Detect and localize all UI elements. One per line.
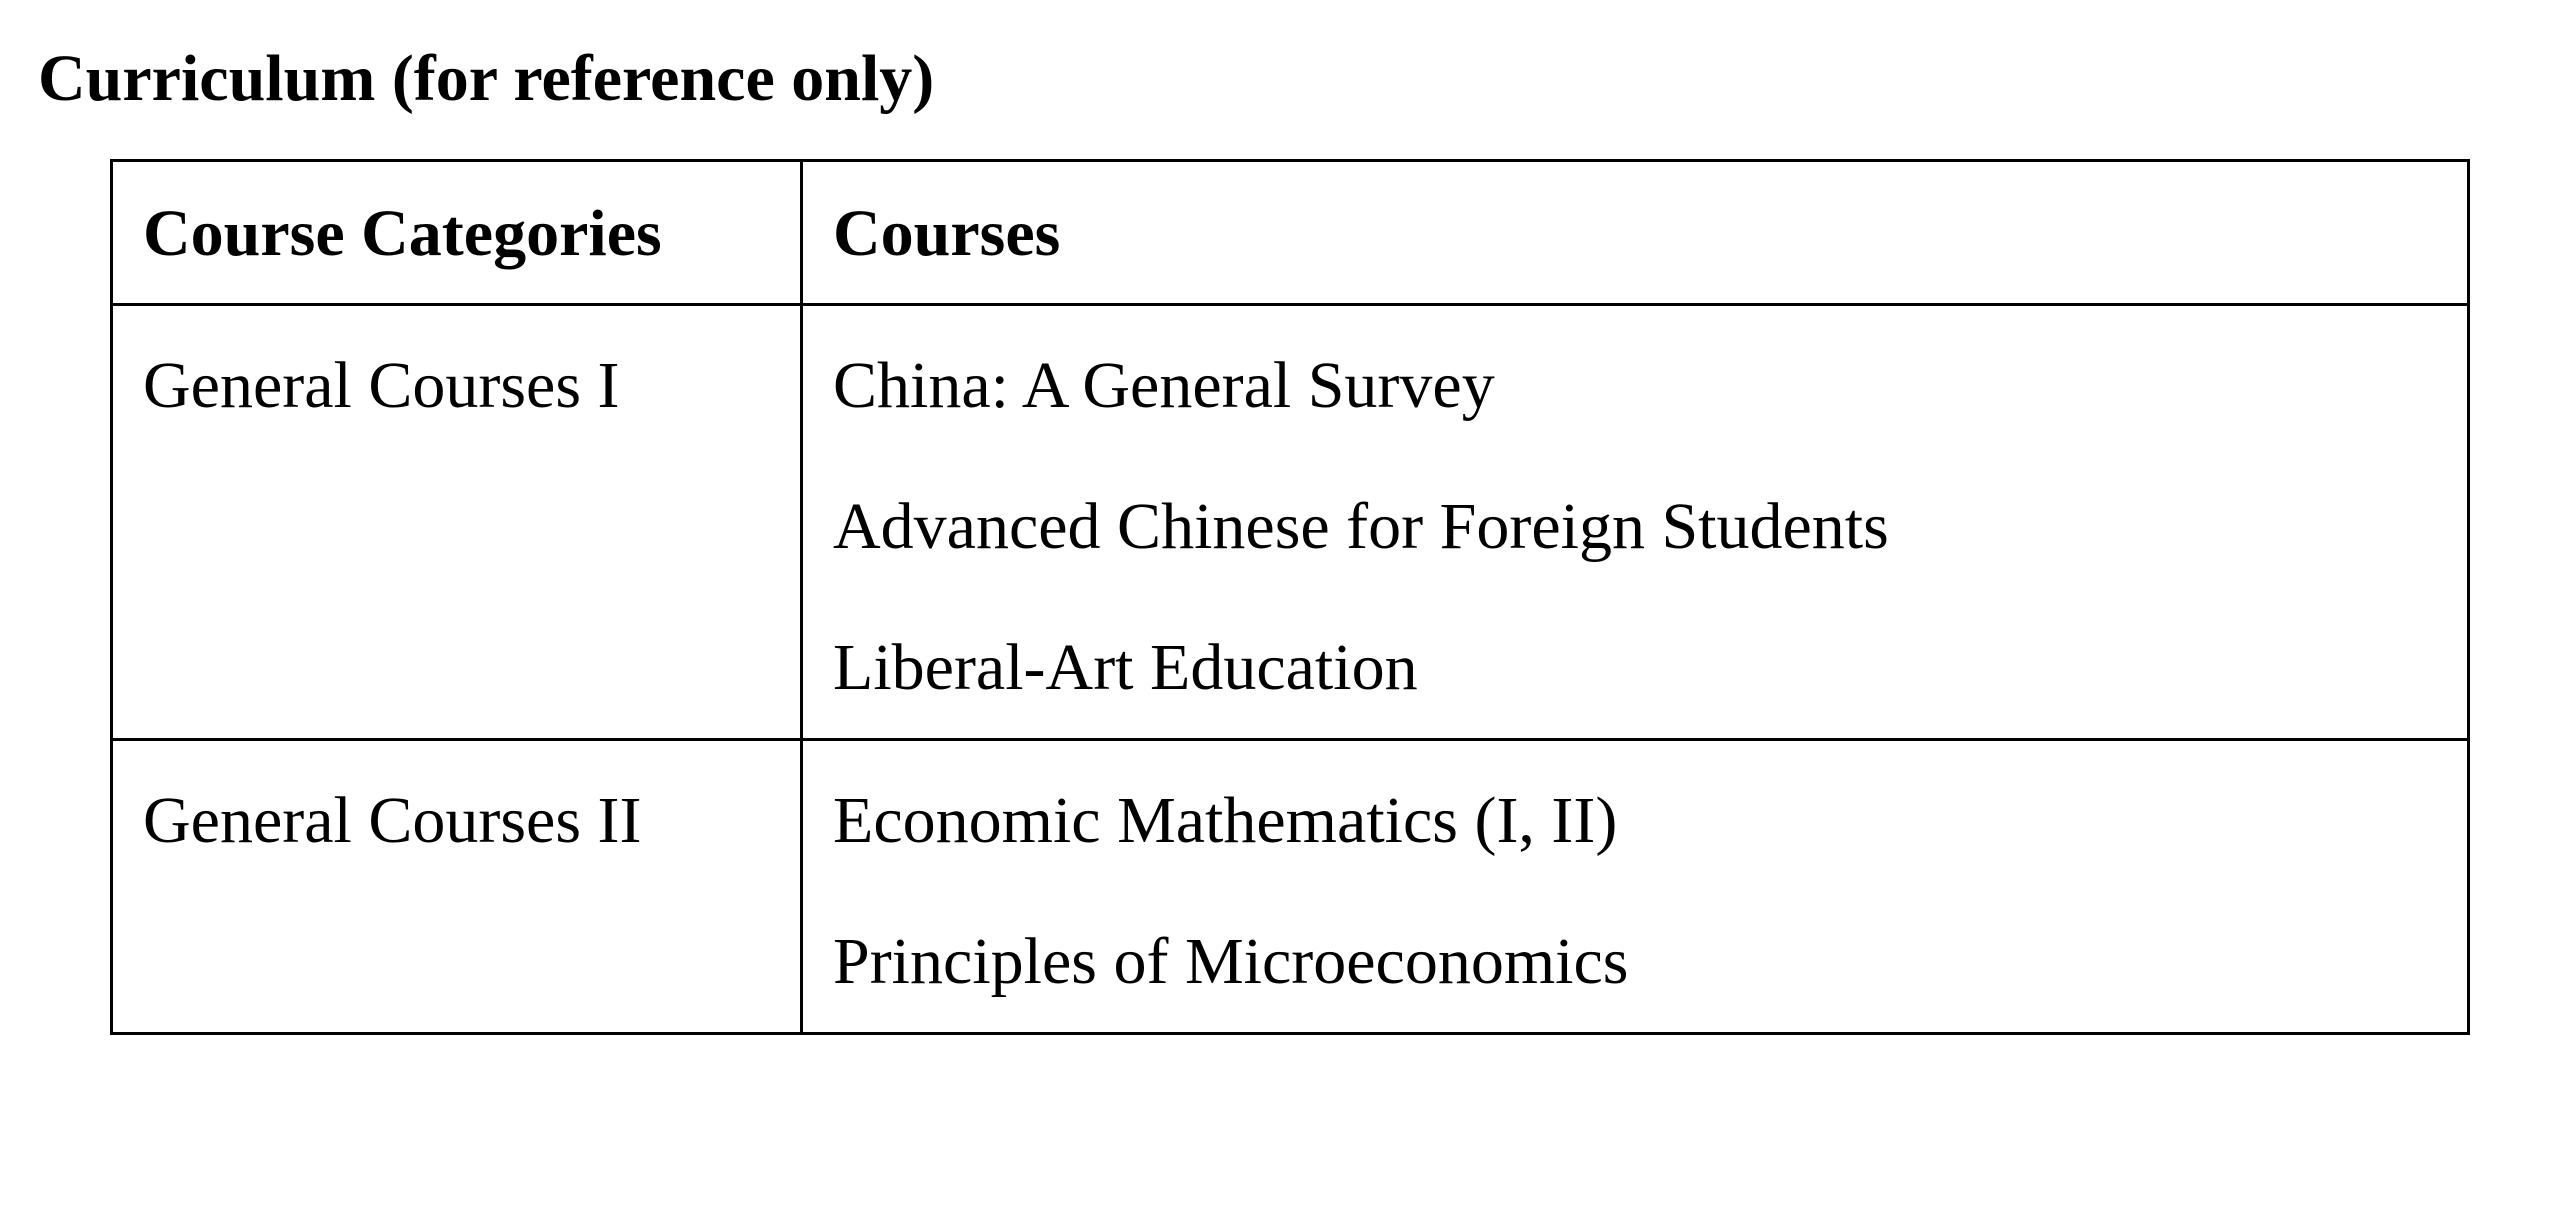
courses-cell — [802, 740, 2469, 1034]
category-cell — [112, 740, 802, 1034]
course-item: China: A General Survey — [833, 349, 1495, 422]
category-label: General Courses II — [143, 784, 642, 857]
course-item: Principles of Microeconomics — [833, 925, 1629, 998]
curriculum-table — [110, 159, 2470, 1035]
category-cell — [112, 305, 802, 740]
course-item: Liberal-Art Education — [833, 631, 1418, 704]
header-course-categories: Course Categories — [112, 161, 802, 305]
course-item: Advanced Chinese for Foreign Students — [833, 490, 1889, 563]
course-item: Economic Mathematics (I, II) — [833, 784, 1618, 857]
courses-cell — [802, 305, 2469, 740]
table-row — [112, 305, 2469, 740]
table-header-row — [112, 161, 2469, 305]
category-label: General Courses I — [143, 349, 620, 422]
table-row — [112, 740, 2469, 1034]
header-courses: Courses — [802, 161, 2469, 305]
document-title: Curriculum (for reference only) — [38, 42, 935, 115]
